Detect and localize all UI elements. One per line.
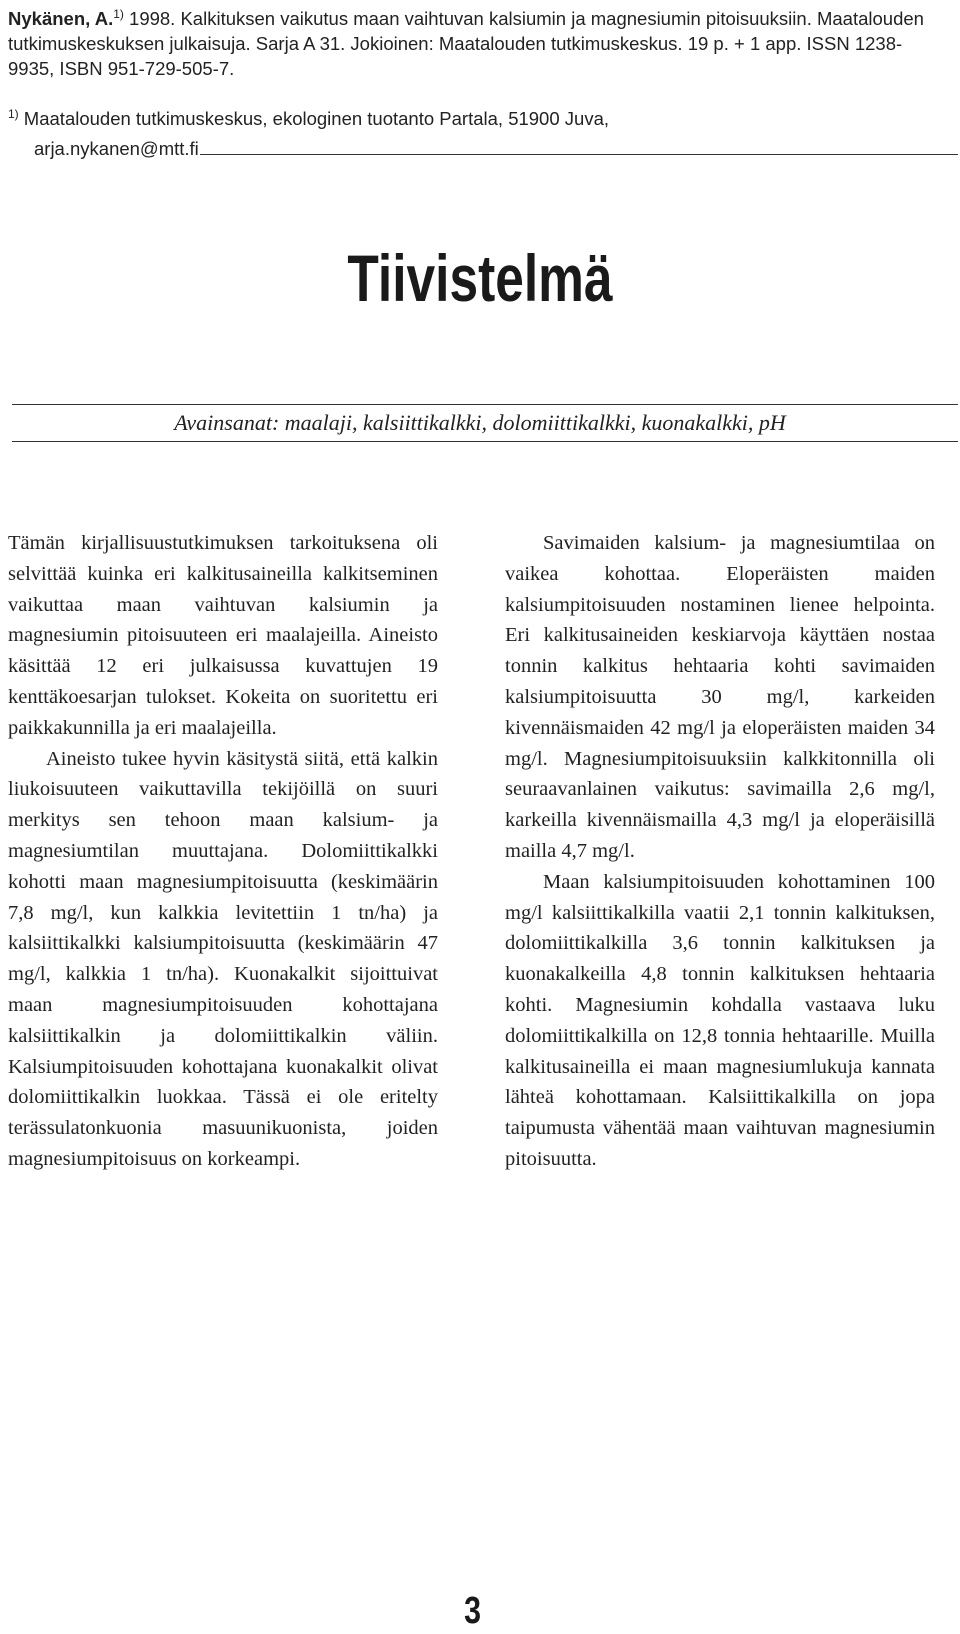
- left-paragraph-1: Tämän kirjallisuustutkimuksen tarkoituksena oli selvittää kuinka eri kalkitusaineilla kalkitseminen vaikuttaa maan vaihtuvan kalsiumin ja magnesiumin pitoisuuteen eri maalajeilla. Aineisto käsittää 12 eri julkaisussa kuvattujen 19 kenttäkoesarjan tulokset. Kokeita on suoritettu eri paikkakunnilla ja eri maalajeilla.: [8, 532, 438, 739]
- keywords-top-divider: [12, 404, 958, 405]
- right-paragraph-2: Maan kalsiumpitoisuuden kohottaminen 100 mg/l kalsiittikalkilla vaatii 2,1 tonnin kalkituksen, dolomiittikalkilla 3,6 tonnin kalkituksen ja kuonakalkeilla 4,8 tonnin kalkituksen hehtaaria kohti. Magnesiumin kohdalla vastaava luku dolomiittikalkilla on 12,8 tonnia hehtaarille. Muilla kalkitusaineilla ei maan magnesiumlukuja kannata lähteä kohottamaan. Kalsiittikalkilla on jopa taipumusta vähentää maan vaihtuvan magnesiumin pitoisuutta.: [505, 870, 935, 1170]
- page-title: Tiivistelmä: [347, 241, 613, 315]
- affiliation: [8, 104, 948, 164]
- keywords-bottom-divider: [12, 441, 958, 442]
- affiliation-text: Maatalouden tutkimuskeskus, ekologinen tuotanto Partala, 51900 Juva,: [18, 108, 609, 129]
- left-column: [8, 528, 438, 1175]
- author-name: Nykänen, A.: [8, 8, 114, 29]
- affiliation-marker: 1): [8, 106, 19, 121]
- keywords-line: Avainsanat: maalaji, kalsiittikalkki, dolomiittikalkki, kuonakalkki, pH: [174, 410, 786, 435]
- citation: [8, 6, 948, 81]
- left-paragraph-2: Aineisto tukee hyvin käsitystä siitä, että kalkin liukoisuuteen vaikuttavilla tekijöillä on suuri merkitys sen tehoon maan kalsium- ja magnesiumtilan muuttajana. Dolomiittikalkki kohotti maan magnesiumpitoisuutta (keskimäärin 7,8 mg/l, kun kalkkia levitettiin 1 tn/ha) ja kalsiittikalkki kalsiumpitoisuutta (keskimäärin 47 mg/l, kalkkia 1 tn/ha). Kuonakalkit sijoittuivat maan magnesiumpitoisuuden kohottajana kalsiittikalkin ja dolomiittikalkin väliin. Kalsiumpitoisuuden kohottajana kuonakalkit olivat dolomiittikalkin luokkaa. Tässä ei ole eritelty terässulatonkuonia masuunikuonista, joiden magnesiumpitoisuus on korkeampi.: [8, 747, 438, 1170]
- footnote-marker: 1): [113, 6, 124, 21]
- citation-text: 1998. Kalkituksen vaikutus maan vaihtuvan kalsiumin ja magnesiumin pitoisuuksiin. Maatalouden tutkimuskeskuksen julkaisuja. Sarja A 31. Jokioinen: Maatalouden tutkimuskeskus. 19 p. + 1 app. ISSN 1238-9935, ISBN 951-729-505-7.: [8, 8, 924, 79]
- header-divider: [200, 154, 958, 155]
- page-number: 3: [464, 1590, 482, 1632]
- author-email: arja.nykanen@mtt.fi: [34, 138, 199, 159]
- right-paragraph-1: Savimaiden kalsium- ja magnesiumtilaa on vaikea kohottaa. Eloperäisten maiden kalsiumpitoisuuden nostaminen lienee helpointa. Eri kalkitusaineiden keskiarvoja käyttäen nostaa tonnin kalkitus hehtaaria kohti savimaiden kalsiumpitoisuutta 30 mg/l, karkeiden kivennäismaiden 42 mg/l ja eloperäisten maiden 34 mg/l. Magnesiumpitoisuuksiin kalkkitonnilla oli seuraavanlainen vaikutus: savimailla 2,6 mg/l, karkeilla kivennäismailla 4,3 mg/l ja eloperäisillä mailla 4,7 mg/l.: [505, 532, 935, 862]
- right-column: [505, 528, 935, 1175]
